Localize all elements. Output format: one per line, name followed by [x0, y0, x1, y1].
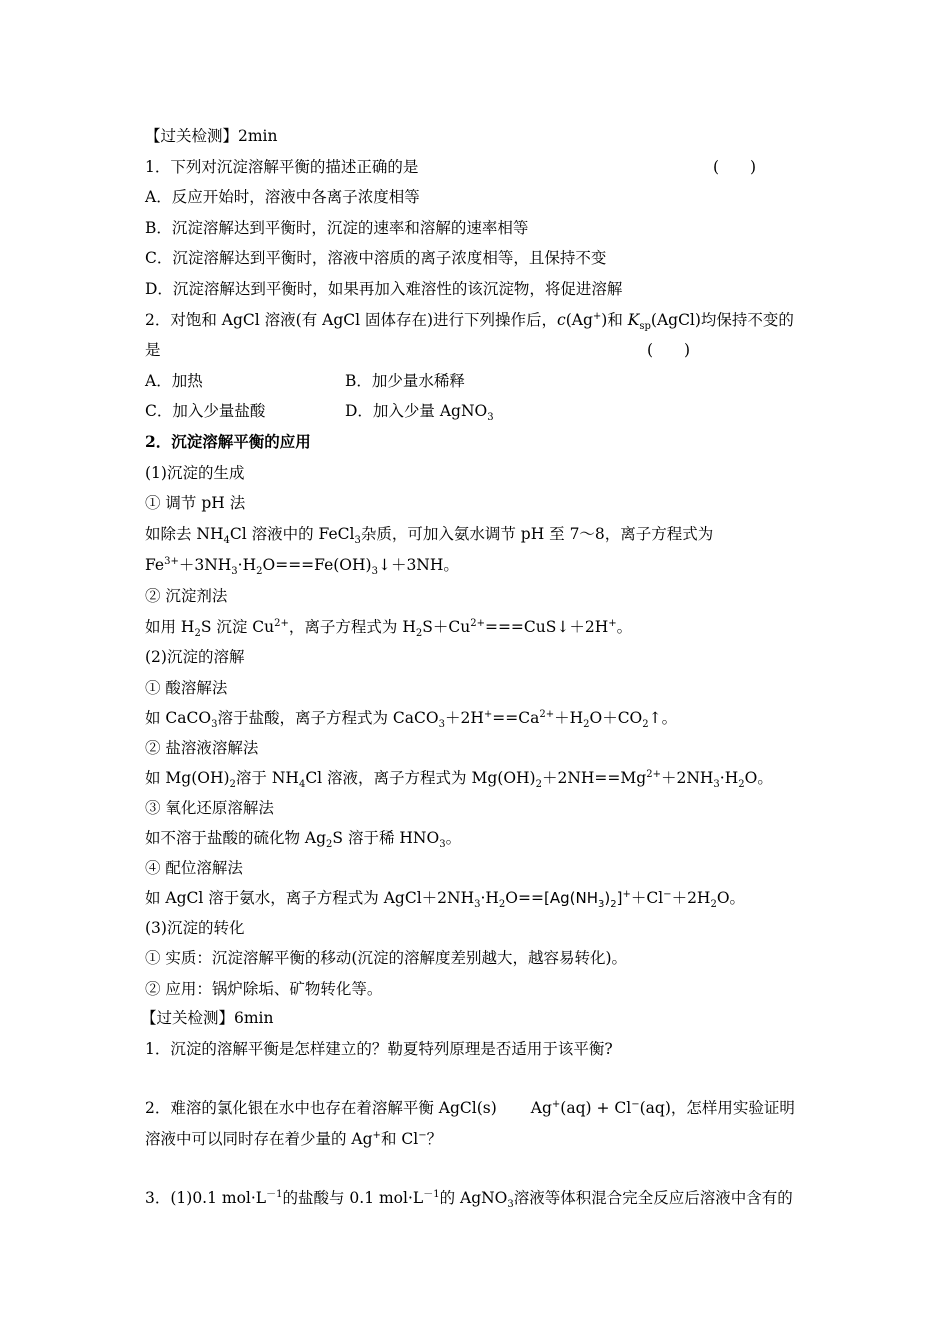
method-redox-text: 如不溶于盐酸的硫化物 $Ag_2S$ 溶于稀 $HNO_3$。: [145, 829, 462, 851]
method-adjust-ph-equation: $Fe^{3+}+3NH_3\cdot H_2O===Fe(OH)_3↓+3NH$。: [145, 555, 459, 578]
check-question-2-line-1: 2．难溶的氯化银在水中也存在着溶解平衡 AgCl(s) Ag+(aq) + Cl−(aq)，怎样用实验证明: [145, 1098, 795, 1117]
conversion-applications: ② 应用：锅炉除垢、矿物转化等。: [145, 980, 383, 998]
question-2-option-b: B．加少量水稀释: [345, 372, 465, 390]
method-precipitant: ② 沉淀剂法: [145, 587, 228, 605]
section-header-check-6min: 【过关检测】6min: [141, 1009, 274, 1027]
question-2-stem-continued: 是: [145, 341, 161, 359]
question-2-option-a: A．加热: [145, 372, 203, 390]
question-2-option-d: D．加入少量 AgNO$_3$: [345, 402, 494, 424]
question-1-option-a: A．反应开始时，溶液中各离子浓度相等: [145, 188, 420, 206]
check-question-3: 3．(1)0.1 $mol\cdot L^{-1}$的盐酸与 0.1 $mol\cdot L^{-1}$的 AgNO$_3$溶液等体积混合完全反应后溶液中含有的: [145, 1188, 793, 1211]
question-2-answer-paren: ( ): [647, 341, 691, 359]
check-question-1: 1．沉淀的溶解平衡是怎样建立的？勒夏特列原理是否适用于该平衡?: [145, 1040, 613, 1058]
method-coordination: ④ 配位溶解法: [145, 859, 243, 877]
question-1-answer-paren: ( ): [713, 158, 757, 176]
section-header-check-2min: 【过关检测】2min: [145, 127, 278, 145]
method-acid-dissolution: ① 酸溶解法: [145, 679, 228, 697]
method-precipitant-text: 如用 $H_2S$ 沉淀 $Cu^{2+}$，离子方程式为 $H_2S+Cu^{2+}===CuS↓+2H^+$。: [145, 617, 633, 640]
method-coordination-text: 如 AgCl 溶于氨水，离子方程式为 $AgCl+2NH_3\cdot H_2O==[Ag(NH_3)_2]^++Cl^-+2H_2O$。: [145, 888, 746, 911]
question-1-option-d: D．沉淀溶解达到平衡时，如果再加入难溶性的该沉淀物，将促进溶解: [145, 280, 623, 298]
question-1-stem: 1．下列对沉淀溶解平衡的描述正确的是: [145, 158, 419, 176]
method-salt-solution-text: 如 $Mg(OH)_2$溶于 $NH_4Cl$ 溶液，离子方程式为 $Mg(OH)_2+2NH==Mg^{2+}+2NH_3\cdot H_2O$。: [145, 768, 773, 791]
method-adjust-ph: ① 调节 pH 法: [145, 494, 246, 512]
question-2-option-c: C．加入少量盐酸: [145, 402, 266, 420]
section-title-applications: 2．沉淀溶解平衡的应用: [145, 432, 311, 451]
subsection-precipitate-conversion: (3)沉淀的转化: [145, 919, 245, 937]
method-acid-dissolution-text: 如 CaCO$_3$溶于盐酸，离子方程式为 $CaCO_3+2H^+==Ca^{2+}+H_2O+CO_2↑$。: [145, 708, 678, 731]
method-redox: ③ 氧化还原溶解法: [145, 799, 274, 817]
conversion-essence: ① 实质：沉淀溶解平衡的移动(沉淀的溶解度差别越大，越容易转化)。: [145, 949, 628, 967]
method-salt-solution: ② 盐溶液溶解法: [145, 739, 259, 757]
silver-ammonia-complex: $[Ag(NH_3)_2]$: [543, 889, 623, 910]
question-1-option-b: B．沉淀溶解达到平衡时，沉淀的速率和溶解的速率相等: [145, 219, 529, 237]
subsection-precipitate-dissolution: (2)沉淀的溶解: [145, 648, 245, 666]
subsection-precipitate-formation: (1)沉淀的生成: [145, 464, 245, 482]
question-1-option-c: C．沉淀溶解达到平衡时，溶液中溶质的离子浓度相等，且保持不变: [145, 249, 607, 267]
check-question-2-line-2: 溶液中可以同时存在着少量的 Ag+和 Cl−？: [145, 1129, 443, 1148]
method-adjust-ph-text: 如除去 $NH_4Cl$ 溶液中的 FeCl$_3$杂质，可加入氨水调节 pH 至 7～8，离子方程式为: [145, 525, 714, 547]
question-2-stem: 2．对饱和 AgCl 溶液(有 AgCl 固体存在)进行下列操作后，c(Ag+)和 $K_{sp}(AgCl)$均保持不变的: [145, 310, 794, 333]
